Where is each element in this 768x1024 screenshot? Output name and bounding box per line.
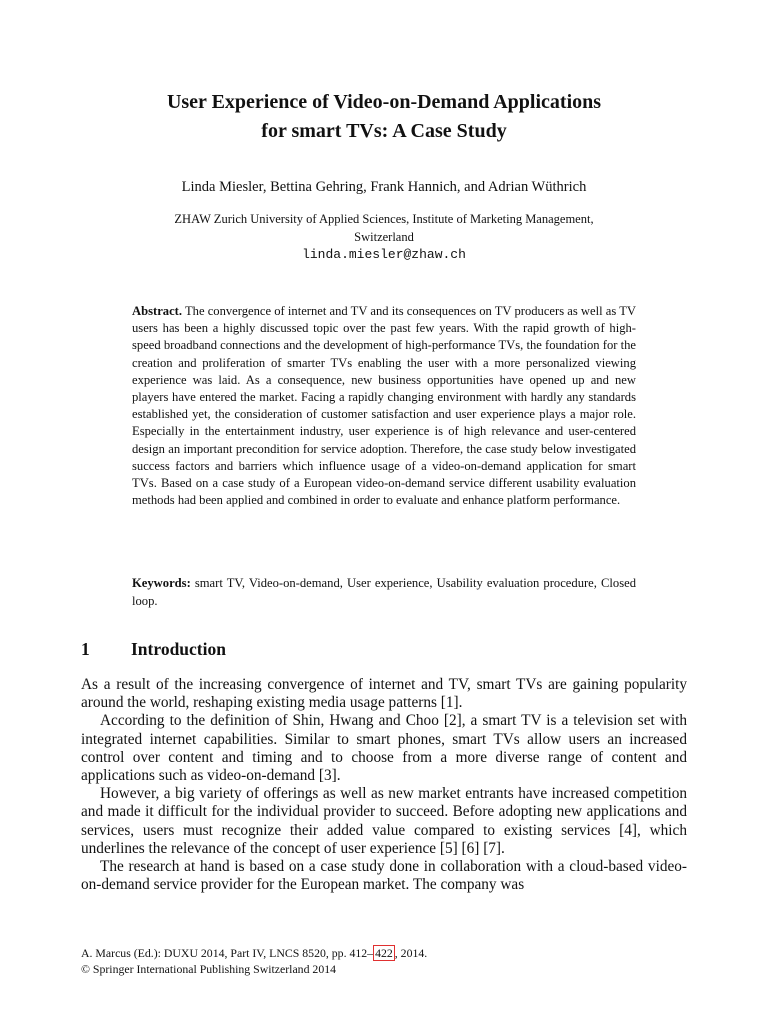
paper-title: [60, 88, 708, 146]
paragraph: The research at hand is based on a case study done in collaboration with a cloud-based video-on-demand service provider for the European market. The company was: [81, 858, 687, 894]
author-list: Linda Miesler, Bettina Gehring, Frank Hannich, and Adrian Wüthrich: [181, 179, 587, 195]
title-line-2: for smart TVs: A Case Study: [261, 120, 507, 142]
affiliation-line-2: Switzerland: [354, 230, 414, 244]
section-number: 1: [81, 639, 90, 659]
page-footer: [81, 945, 687, 977]
abstract-text: The convergence of internet and TV and its consequences on TV producers as well as TV users has been a highly discussed topic over the past few years. With the rapid growth of high-speed broadband connections and the development of high-performance TVs, the foundation for the creation and proliferation of smarter TVs enabling the user with a more personalized viewing experience was laid. As a consequence, new business opportunities have opened up and new players have entered the market. Facing a rapidly changing environment with hardly any standards established yet, the consideration of customer satisfaction and user experience plays a major role. Especially in the entertainment industry, user experience is of high relevance and user-centered design an important precondition for service adoption. Therefore, the case study below investigated success factors and barriers which influence usage of a video-on-demand application for smart TVs. Based on a case study of a European video-on-demand service different usability evaluation methods had been applied and combined in order to evaluate and enhance platform performance.: [132, 304, 636, 508]
citation-suffix: , 2014.: [394, 946, 428, 960]
paragraph: However, a big variety of offerings as well as new market entrants have increased competition and made it difficult for the individual provider to succeed. Before adopting new applications and services, users must recognize their added value compared to existing services [4], which underlines the relevance of the concept of user experience [5] [6] [7].: [81, 785, 687, 857]
paragraph: According to the definition of Shin, Hwang and Choo [2], a smart TV is a television set with integrated internet capabilities. Similar to smart phones, smart TVs allow users an increased control over content and timing and to choose from a more diverse range of content and applications such as video-on-demand [3].: [81, 712, 687, 785]
page-end-link[interactable]: 422: [375, 946, 393, 960]
body-text: [81, 676, 687, 894]
author-email: linda.miesler@zhaw.ch: [302, 247, 466, 262]
affiliation-line-1: ZHAW Zurich University of Applied Sciences, Institute of Marketing Management,: [174, 212, 594, 226]
paragraph: As a result of the increasing convergence of internet and TV, smart TVs are gaining popularity around the world, reshaping existing media usage patterns [1].: [81, 676, 687, 712]
citation-line: [81, 945, 687, 961]
copyright-line: © Springer International Publishing Switzerland 2014: [81, 962, 337, 976]
keywords-label: Keywords:: [132, 576, 191, 590]
citation-prefix: A. Marcus (Ed.): DUXU 2014, Part IV, LNCS 8520, pp. 412–: [81, 946, 374, 960]
affiliation: [100, 210, 668, 246]
keywords: [132, 574, 636, 610]
abstract: [132, 303, 636, 509]
section-title: Introduction: [131, 639, 226, 659]
keywords-text: smart TV, Video-on-demand, User experience, Usability evaluation procedure, Closed loop.: [132, 576, 636, 608]
title-line-1: User Experience of Video-on-Demand Applications: [166, 91, 602, 113]
section-heading: [81, 638, 701, 660]
abstract-label: Abstract.: [132, 304, 183, 318]
